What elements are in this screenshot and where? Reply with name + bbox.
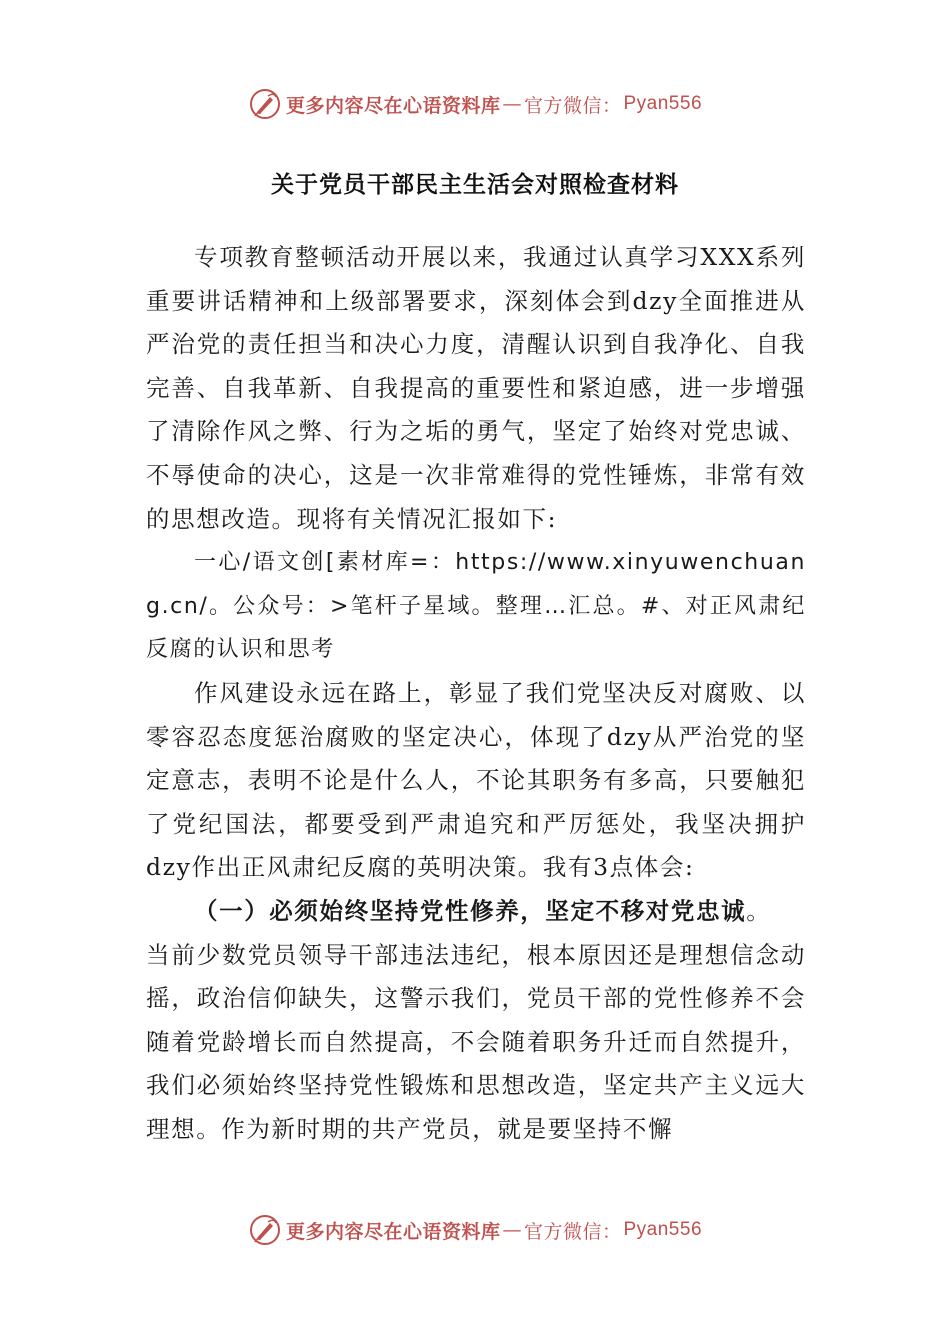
watermark-text: 更多内容尽在心语资料库 <box>285 94 501 117</box>
watermark-text: 更多内容尽在心语资料库 <box>285 1220 501 1243</box>
watermark-separator: — <box>502 93 522 115</box>
watermark-label: 官方微信： <box>523 94 622 117</box>
section-heading-paragraph <box>146 890 806 934</box>
pen-logo-icon <box>248 1213 282 1247</box>
document-body <box>146 236 806 1151</box>
watermark-label: 官方微信： <box>523 1220 622 1243</box>
intro-paragraph: 专项教育整顿活动开展以来，我通过认真学习XXX系列重要讲话精神和上级部署要求，深刻体会到dzy全面推进从严治党的责任担当和决心力度，清醒认识到自我净化、自我完善、自我革新、自我提高的重要性和紧迫感，进一步增强了清除作风之弊、行为之垢的勇气，坚定了始终对党忠诚、不辱使命的决心，这是一次非常难得的党性锤炼，非常有效的思想改造。现将有关情况汇报如下: <box>146 243 806 533</box>
watermark-footer <box>0 1210 950 1250</box>
watermark-separator: — <box>502 1219 522 1241</box>
section-body-paragraph: 当前少数党员领导干部违法违纪，根本原因还是理想信念动摇，政治信仰缺失，这警示我们，党员干部的党性修养不会随着党龄增长而自然提高，不会随着职务升迁而自然提升，我们必须始终坚持党性锻炼和思想改造，坚定共产主义远大理想。作为新时期的共产党员，就是要坚持不懈 <box>146 940 806 1143</box>
section-heading-end: 。 <box>746 896 772 925</box>
watermark-wechat-id: Pyan556 <box>623 93 703 114</box>
document-title: 关于党员干部民主生活会对照检查材料 <box>271 172 679 198</box>
watermark-header <box>0 84 950 124</box>
section-heading: （一）必须始终坚持党性修养，坚定不移对党忠诚 <box>194 896 747 925</box>
pen-logo-icon <box>248 87 282 121</box>
body-paragraph: 作风建设永远在路上，彰显了我们党坚决反对腐败、以零容忍态度惩治腐败的坚定决心，体现了dzy从严治党的坚定意志，表明不论是什么人，不论其职务有多高，只要触犯了党纪国法，都要受到严肃追究和严厉惩处，我坚决拥护dzy作出正风肃纪反腐的英明决策。我有3点体会: <box>146 678 806 882</box>
source-paragraph: 一心/语文创[素材库=：https://www.xinyuwenchuang.cn/。公众号：>笔杆子星域。整理…汇总。#、对正风肃纪反腐的认识和思考 <box>146 550 806 663</box>
watermark-wechat-id: Pyan556 <box>623 1219 703 1240</box>
